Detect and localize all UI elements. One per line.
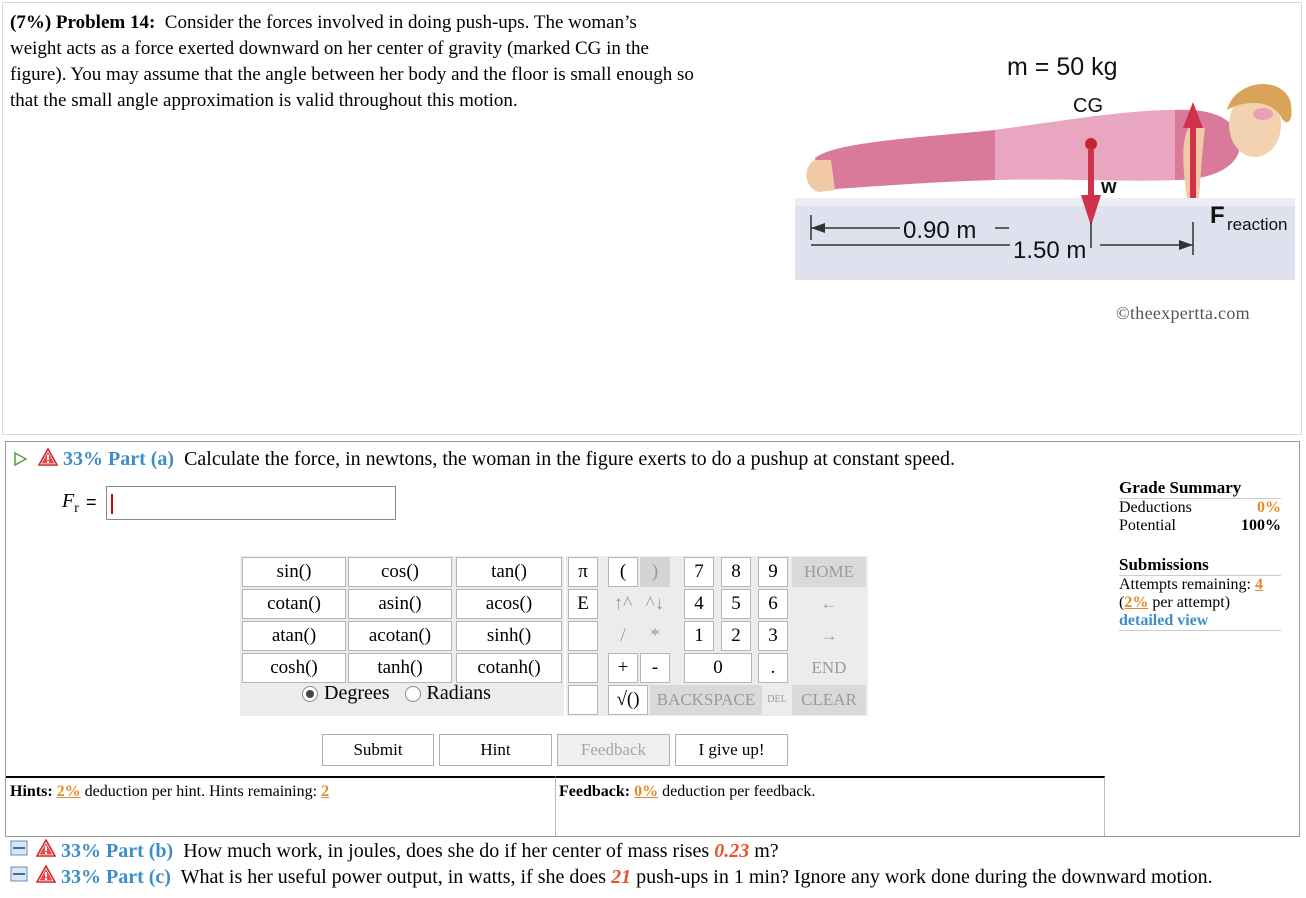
feedback-deduction: 0%	[634, 783, 659, 800]
radians-radio[interactable]	[405, 686, 421, 702]
hints-text: deduction per hint. Hints remaining:	[84, 783, 318, 800]
collapse-icon[interactable]	[10, 866, 28, 882]
equals-sign: =	[86, 492, 97, 512]
deductions-value: 0%	[1257, 499, 1281, 516]
digit-7-key[interactable]: 7	[684, 557, 714, 587]
hints-panel	[6, 776, 556, 836]
pushup-figure	[795, 30, 1295, 285]
problem-statement	[10, 10, 790, 114]
digit-1-key[interactable]: 1	[684, 621, 714, 651]
per-attempt-text: per attempt)	[1152, 594, 1231, 611]
deductions-label: Deductions	[1119, 499, 1192, 516]
submissions-title: Submissions	[1119, 555, 1281, 576]
part-c-row	[61, 866, 1213, 889]
part-b-warning-icon	[36, 839, 56, 857]
plus-key[interactable]: +	[608, 653, 638, 683]
problem-line-1: Consider the forces involved in doing push-ups. The woman’s	[164, 12, 637, 33]
cotan-button[interactable]: cotan()	[242, 589, 346, 619]
degrees-label: Degrees	[324, 682, 390, 704]
woman-feet	[806, 160, 835, 192]
digit-0-key[interactable]: 0	[684, 653, 752, 683]
part-b-row	[61, 840, 779, 863]
decimal-key[interactable]: .	[758, 653, 788, 683]
hints-remaining: 2	[321, 783, 330, 800]
text-cursor	[111, 494, 113, 514]
clear-key[interactable]: CLEAR	[792, 685, 866, 715]
freaction-label: F	[1210, 202, 1225, 229]
part-c-value: 21	[611, 866, 632, 888]
answer-variable: $F_r$	[62, 490, 79, 516]
warning-icon	[38, 448, 58, 466]
digit-6-key[interactable]: 6	[758, 589, 788, 619]
blank-key-3[interactable]	[568, 685, 598, 715]
cos-button[interactable]: cos()	[348, 557, 452, 587]
pushup-illustration	[795, 30, 1295, 285]
problem-weight: (7%)	[10, 12, 52, 33]
attempts-label: Attempts remaining:	[1119, 576, 1251, 593]
part-b-value: 0.23	[714, 840, 750, 862]
digit-3-key[interactable]: 3	[758, 621, 788, 651]
down-arrow-key[interactable]: ^↓	[640, 589, 670, 619]
digit-8-key[interactable]: 8	[721, 557, 751, 587]
calculator	[240, 556, 868, 716]
mass-label: m = 50 kg	[1007, 53, 1118, 81]
part-c-question: What is her useful power output, in watts, if she does	[180, 866, 607, 888]
per-attempt-pct: 2%	[1124, 594, 1149, 611]
collapse-icon[interactable]	[10, 840, 28, 856]
attempts-value: 4	[1254, 576, 1263, 593]
give-up-button[interactable]: I give up!	[675, 734, 788, 766]
dist-150-label: 1.50 m	[1013, 237, 1087, 264]
degrees-radio[interactable]	[302, 686, 318, 702]
acotan-button[interactable]: acotan()	[348, 621, 452, 651]
end-key[interactable]: END	[811, 658, 847, 677]
sin-button[interactable]: sin()	[242, 557, 346, 587]
grade-summary: Grade Summary Deductions 0% Potential 100% Submissions Attempts remaining: 4 (2% per attempt) detailed view	[1119, 478, 1281, 629]
expand-triangle-icon[interactable]	[13, 452, 27, 466]
right-arrow-key[interactable]: →	[820, 626, 838, 645]
blank-key-1[interactable]	[568, 621, 598, 651]
close-paren-key[interactable]: )	[640, 557, 670, 587]
sqrt-key[interactable]: √()	[608, 685, 648, 715]
divide-key[interactable]: /	[608, 621, 638, 651]
digit-5-key[interactable]: 5	[721, 589, 751, 619]
hints-label: Hints:	[10, 783, 53, 800]
feedback-panel	[555, 776, 1105, 836]
del-key[interactable]: DEL	[767, 694, 787, 705]
cg-dot	[1085, 138, 1097, 150]
potential-value: 100%	[1241, 517, 1281, 534]
feedback-button[interactable]: Feedback	[557, 734, 670, 766]
part-a-title	[63, 448, 955, 471]
left-arrow-key[interactable]: ←	[820, 594, 838, 613]
minus-key[interactable]: -	[640, 653, 670, 683]
radians-label: Radians	[426, 682, 491, 704]
cosh-button[interactable]: cosh()	[242, 653, 346, 683]
problem-line-3: figure). You may assume that the angle between her body and the floor is small enough so	[10, 64, 694, 85]
part-b-question: How much work, in joules, does she do if her center of mass rises	[183, 840, 710, 862]
problem-line-2: weight acts as a force exerted downward on her center of gravity (marked CG in the	[10, 38, 649, 59]
potential-label: Potential	[1119, 517, 1176, 534]
part-b-question-end: m?	[754, 840, 779, 862]
sinh-button[interactable]: sinh()	[456, 621, 562, 651]
grade-summary-title: Grade Summary	[1119, 478, 1281, 499]
problem-number: Problem 14:	[55, 12, 156, 33]
part-a-question: Calculate the force, in newtons, the woman in the figure exerts to do a pushup at constant speed.	[184, 448, 955, 470]
up-arrow-key[interactable]: ↑^	[608, 589, 638, 619]
feedback-label: Feedback:	[559, 783, 631, 800]
part-c-question-end: push-ups in 1 min? Ignore any work done during the downward motion.	[636, 866, 1213, 888]
problem-line-4: that the small angle approximation is valid throughout this motion.	[10, 90, 518, 111]
part-c-label[interactable]: 33% Part (c)	[61, 866, 171, 888]
tan-button[interactable]: tan()	[456, 557, 562, 587]
blank-key-2[interactable]	[568, 653, 598, 683]
part-c-warning-icon	[36, 865, 56, 883]
open-paren-key[interactable]: (	[608, 557, 638, 587]
multiply-key[interactable]: *	[640, 621, 670, 651]
feedback-text: deduction per feedback.	[662, 783, 816, 800]
part-b-label[interactable]: 33% Part (b)	[61, 840, 174, 862]
answer-input[interactable]	[106, 486, 396, 520]
e-key[interactable]: E	[568, 589, 598, 619]
backspace-key[interactable]: BACKSPACE	[650, 685, 762, 715]
tanh-button[interactable]: tanh()	[348, 653, 452, 683]
atan-button[interactable]: atan()	[242, 621, 346, 651]
digit-9-key[interactable]: 9	[758, 557, 788, 587]
freaction-subscript: reaction	[1227, 215, 1288, 234]
digit-2-key[interactable]: 2	[721, 621, 751, 651]
cotanh-button[interactable]: cotanh()	[456, 653, 562, 683]
w-label: w	[1101, 176, 1117, 198]
angle-mode-group	[302, 682, 491, 705]
hints-deduction: 2%	[56, 783, 81, 800]
digit-4-key[interactable]: 4	[684, 589, 714, 619]
hint-button[interactable]: Hint	[439, 734, 552, 766]
cg-label: CG	[1073, 95, 1103, 117]
acos-button[interactable]: acos()	[456, 589, 562, 619]
part-a-label: 33% Part (a)	[63, 448, 175, 470]
pi-key[interactable]: π	[568, 557, 598, 587]
dist-090-label: 0.90 m	[903, 217, 977, 244]
copyright-text: ©theexpertta.com	[1116, 303, 1250, 323]
submit-button[interactable]: Submit	[322, 734, 434, 766]
asin-button[interactable]: asin()	[348, 589, 452, 619]
detailed-view-link[interactable]: detailed view	[1119, 612, 1209, 629]
home-key[interactable]: HOME	[792, 557, 866, 587]
